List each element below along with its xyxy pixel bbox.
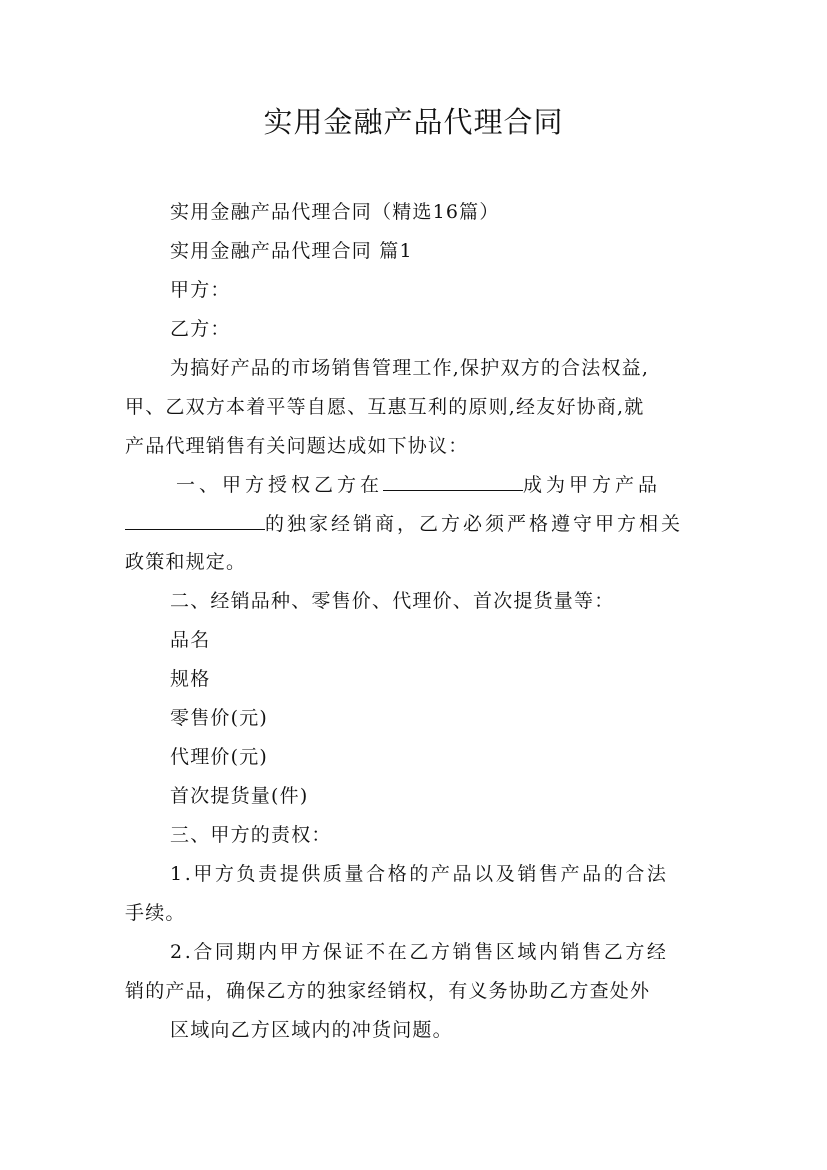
intro-line-3: 产品代理销售有关问题达成如下协议： — [125, 435, 469, 457]
clause1-part2: 成为甲方产品 — [523, 474, 662, 496]
clause3-item1-line-1: 1.甲方负责提供质量合格的产品以及销售产品的合法 — [170, 863, 669, 885]
field-retail-price: 零售价(元) — [170, 707, 269, 729]
section-heading: 实用金融产品代理合同 篇1 — [170, 240, 413, 262]
clause1-line-1 — [176, 470, 661, 499]
party-b-label: 乙方： — [170, 318, 231, 340]
field-spec: 规格 — [170, 668, 211, 690]
field-first-order-qty: 首次提货量(件) — [170, 785, 309, 807]
clause3-item2-line-1: 2.合同期内甲方保证不在乙方销售区域内销售乙方经 — [170, 941, 669, 963]
document-title: 实用金融产品代理合同 — [263, 105, 564, 139]
clause1-part3: 的独家经销商，乙方必须严格遵守甲方相关 — [265, 513, 684, 535]
intro-line-1: 为搞好产品的市场销售管理工作,保护双方的合法权益, — [170, 357, 650, 379]
clause3-item2-line-3: 区域向乙方区域内的冲货问题。 — [170, 1019, 453, 1041]
clause3-item2-line-2: 销的产品，确保乙方的独家经销权，有义务协助乙方查处外 — [125, 980, 651, 1002]
clause1-blank-region — [383, 470, 523, 491]
document-subtitle: 实用金融产品代理合同（精选16篇） — [170, 201, 500, 223]
clause1-part1: 一、甲方授权乙方在 — [176, 474, 384, 496]
clause1-line-3: 政策和规定。 — [125, 551, 247, 573]
field-product-name: 品名 — [170, 629, 211, 651]
field-agent-price: 代理价(元) — [170, 746, 269, 768]
clause3-heading: 三、甲方的责权： — [170, 824, 332, 846]
clause3-item1-line-2: 手续。 — [125, 902, 186, 924]
clause2-heading: 二、经销品种、零售价、代理价、首次提货量等： — [170, 590, 615, 612]
clause1-line-2 — [125, 509, 683, 538]
party-a-label: 甲方： — [170, 279, 231, 301]
clause1-blank-product — [125, 509, 265, 530]
intro-line-2: 甲、乙双方本着平等自愿、互惠互利的原则,经友好协商,就 — [125, 396, 645, 418]
